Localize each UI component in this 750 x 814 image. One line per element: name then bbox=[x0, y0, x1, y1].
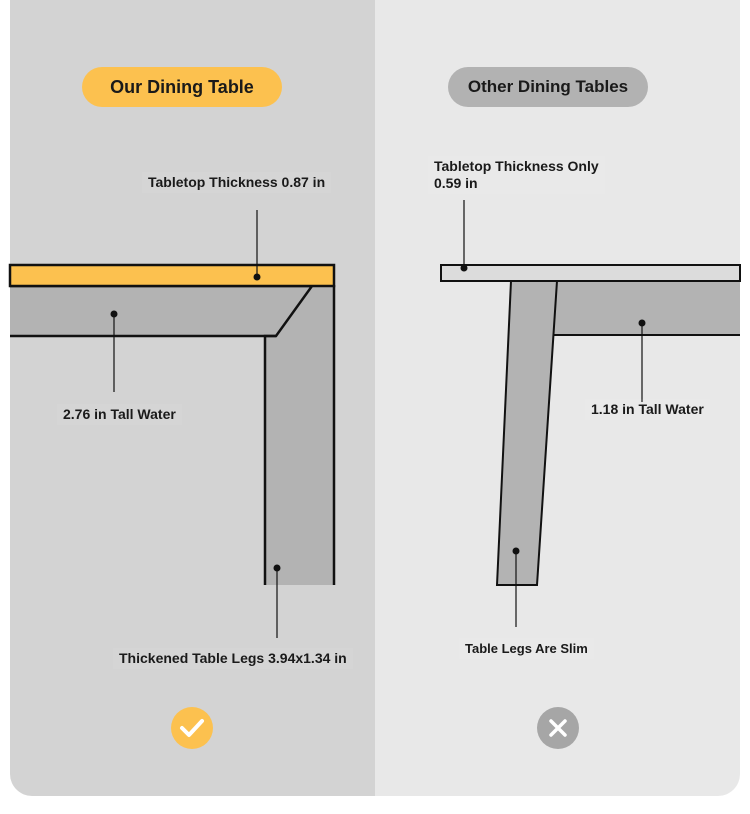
other-legs-label: Table Legs Are Slim bbox=[459, 638, 594, 659]
other-table-apron bbox=[553, 281, 740, 335]
other-tabletop-label bbox=[428, 156, 605, 194]
our-tabletop-label: Tabletop Thickness 0.87 in bbox=[142, 172, 331, 193]
other-tabletop-label-line2: 0.59 in bbox=[434, 175, 478, 191]
check-icon bbox=[171, 707, 213, 749]
cross-glyph bbox=[548, 718, 568, 738]
our-tabletop bbox=[10, 265, 334, 286]
our-apron-label: 2.76 in Tall Water bbox=[57, 404, 182, 425]
other-leg-dot bbox=[513, 548, 520, 555]
other-tables-title: Other Dining Tables bbox=[448, 67, 648, 107]
our-legs-label: Thickened Table Legs 3.94x1.34 in bbox=[113, 648, 353, 669]
our-apron-dot bbox=[111, 311, 118, 318]
our-leg-dot bbox=[274, 565, 281, 572]
our-table-title: Our Dining Table bbox=[82, 67, 282, 107]
other-tabletop-label-line1: Tabletop Thickness Only bbox=[434, 158, 599, 174]
cross-icon bbox=[537, 707, 579, 749]
other-tabletop bbox=[441, 265, 740, 281]
other-tabletop-dot bbox=[461, 265, 468, 272]
other-apron-dot bbox=[639, 320, 646, 327]
our-tabletop-dot bbox=[254, 274, 261, 281]
other-table-leg bbox=[497, 281, 557, 585]
other-apron-label: 1.18 in Tall Water bbox=[585, 399, 710, 420]
check-glyph bbox=[179, 718, 205, 738]
our-table-apron bbox=[10, 286, 312, 336]
